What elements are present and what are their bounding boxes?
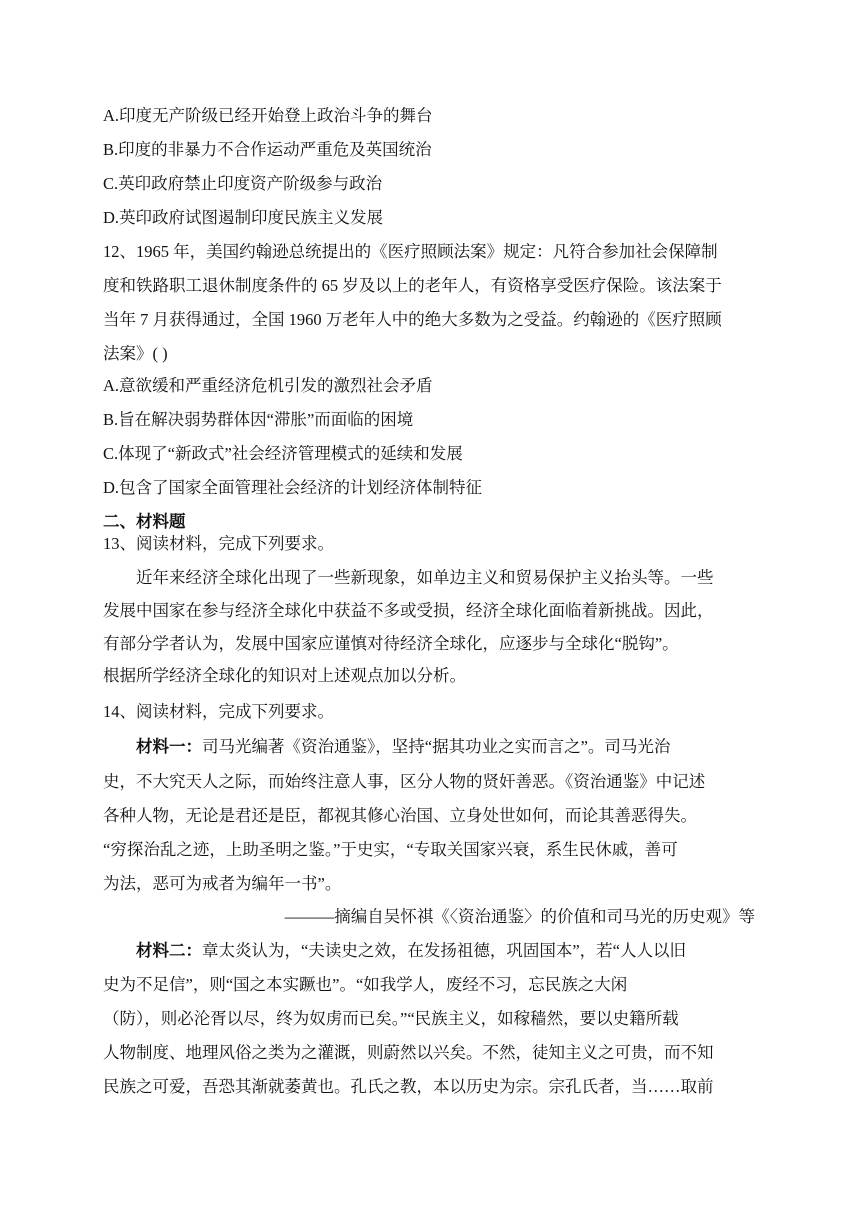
q12-stem-line: 度和铁路职工退休制度条件的 65 岁及以上的老年人，有资格享受医疗保险。该法案于: [103, 276, 722, 295]
q14-material2-line: 民族之可爱，吾恐其渐就萎黄也。孔氏之教，本以历史为宗。宗孔氏者，当……取前: [103, 1077, 714, 1096]
material1-label: 材料一：: [136, 737, 202, 756]
q12-option-b: B.旨在解决弱势群体因“滞胀”而面临的困境: [103, 410, 414, 429]
q12-stem-line: 当年 7 月获得通过，全国 1960 万老年人中的绝大多数为之受益。约翰逊的《医疗照顾: [103, 310, 722, 329]
material1-text: 司马光编著《资治通鉴》，坚持“据其功业之实而言之”。司马光治: [202, 737, 671, 756]
material2-text: 章太炎认为，“夫读史之效，在发扬祖德，巩固国本”，若“人人以旧: [202, 941, 686, 960]
section-title: 二、材料题: [103, 512, 186, 531]
q13-material-line: 有部分学者认为，发展中国家应谨慎对待经济全球化，应逐步与全球化“脱钩”。: [103, 634, 679, 653]
q12-option-c: C.体现了“新政式”社会经济管理模式的延续和发展: [103, 444, 463, 463]
q14-material1-line: 为法，恶可为戒者为编年一书”。: [103, 874, 342, 893]
q14-material1-first-line: [136, 737, 670, 757]
q13-material-line: 近年来经济全球化出现了一些新现象，如单边主义和贸易保护主义抬头等。一些: [136, 568, 714, 587]
q11-option-a: A.印度无产阶级已经开始登上政治斗争的舞台: [103, 106, 433, 125]
q13-header: 13、阅读材料，完成下列要求。: [103, 534, 334, 553]
q13-requirement: 根据所学经济全球化的知识对上述观点加以分析。: [103, 666, 466, 685]
q12-option-a: A.意欲缓和严重经济危机引发的激烈社会矛盾: [103, 376, 433, 395]
q11-option-b: B.印度的非暴力不合作运动严重危及英国统治: [103, 140, 432, 159]
q14-material2-line: 史为不足信”，则“国之本实蹶也”。“如我学人，废经不习，忘民族之大闲: [103, 975, 628, 994]
q14-material2-line: 人物制度、地理风俗之类为之灌溉，则蔚然以兴矣。不然，徒知主义之可贵，而不知: [103, 1043, 714, 1062]
q11-option-d: D.英印政府试图遏制印度民族主义发展: [103, 208, 384, 227]
q11-option-c: C.英印政府禁止印度资产阶级参与政治: [103, 174, 383, 193]
q14-header: 14、阅读材料，完成下列要求。: [103, 702, 334, 721]
q14-material2-first-line: [136, 941, 686, 961]
q12-stem-line: 12、1965 年，美国约翰逊总统提出的《医疗照顾法案》规定：凡符合参加社会保障制: [103, 242, 718, 261]
q14-material1-line: 史，不大究天人之际，而始终注意人事，区分人物的贤奸善恶。《资治通鉴》中记述: [103, 772, 706, 791]
q13-material-line: 发展中国家在参与经济全球化中获益不多或受损，经济全球化面临着新挑战。因此，: [103, 601, 714, 620]
q12-option-d: D.包含了国家全面管理社会经济的计划经济体制特征: [103, 478, 483, 497]
material1-source: ———摘编自吴怀祺《〈资治通鉴〉的价值和司马光的历史观》等: [284, 907, 755, 926]
q14-material1-line: “穷探治乱之迹，上助圣明之鉴。”于史实，“专取关国家兴衰，系生民休戚，善可: [103, 840, 678, 859]
q14-material1-line: 各种人物，无论是君还是臣，都视其修心治国、立身处世如何，而论其善恶得失。: [103, 806, 697, 825]
q14-material2-line: （防），则必沦胥以尽，终为奴虏而已矣。”“民族主义，如稼穑然，要以史籍所载: [103, 1009, 679, 1028]
q12-stem-line: 法案》( ): [103, 344, 168, 363]
material2-label: 材料二：: [136, 941, 202, 960]
